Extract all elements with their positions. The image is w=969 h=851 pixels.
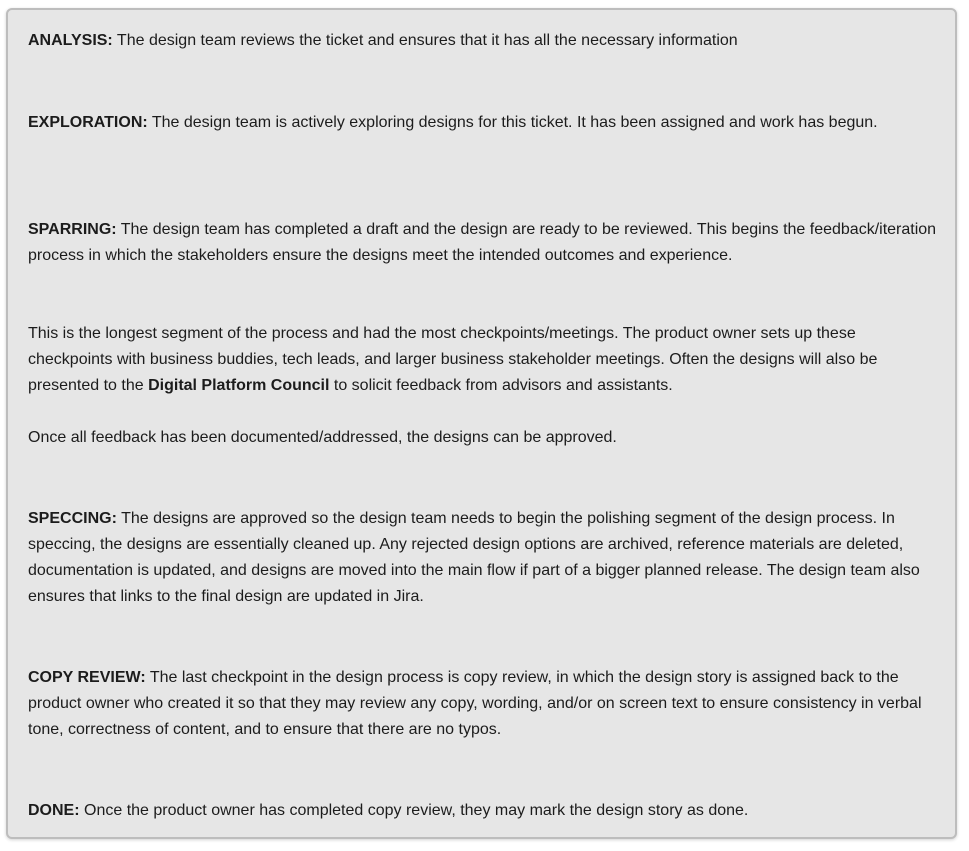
sparring-section	[28, 217, 938, 269]
exploration-section	[28, 110, 938, 136]
sparring-detail-text-before: This is the longest segment of the process and had the most checkpoints/meetings. The product owner sets up these checkpoints with business buddies, tech leads, and larger business stakeholder meetings. Often the designs will also be presented to the	[28, 325, 878, 394]
sparring-description: The design team has completed a draft and the design are ready to be reviewed. This begins the feedback/iteration process in which the stakeholders ensure the designs meet the intended outcomes and experience.	[28, 221, 937, 264]
exploration-description: The design team is actively exploring designs for this ticket. It has been assigned and work has begun.	[147, 114, 878, 131]
done-label: DONE:	[28, 802, 80, 819]
sparring-detail-text-after: to solicit feedback from advisors and assistants.	[329, 377, 673, 394]
copy-review-label: COPY REVIEW:	[28, 669, 146, 686]
exploration-label: EXPLORATION:	[28, 114, 148, 131]
copy-review-section	[28, 665, 938, 743]
speccing-description: The designs are approved so the design team needs to begin the polishing segment of the design process. In speccing, the designs are essentially cleaned up. Any rejected design options are archived, reference materials are deleted, documentation is updated, and designs are moved into the main flow if part of a bigger planned release. The design team also ensures that links to the final design are updated in Jira.	[28, 510, 920, 605]
digital-platform-council-emphasis: Digital Platform Council	[148, 377, 330, 394]
done-description: Once the product owner has completed copy review, they may mark the design story as done.	[79, 802, 749, 819]
sparring-closing: Once all feedback has been documented/addressed, the designs can be approved.	[28, 429, 617, 446]
analysis-section	[28, 28, 938, 54]
copy-review-description: The last checkpoint in the design process is copy review, in which the design story is assigned back to the product owner who created it so that they may review any copy, wording, and/or on screen text to ensure consistency in verbal tone, correctness of content, and to ensure that there are no typos.	[28, 669, 922, 738]
sparring-detail	[28, 321, 938, 399]
analysis-description: The design team reviews the ticket and ensures that it has all the necessary information	[112, 32, 738, 49]
analysis-label: ANALYSIS:	[28, 32, 113, 49]
done-section	[28, 798, 938, 824]
speccing-label: SPECCING:	[28, 510, 117, 527]
workflow-stages-card	[6, 8, 957, 839]
speccing-section	[28, 506, 938, 610]
sparring-label: SPARRING:	[28, 221, 117, 238]
